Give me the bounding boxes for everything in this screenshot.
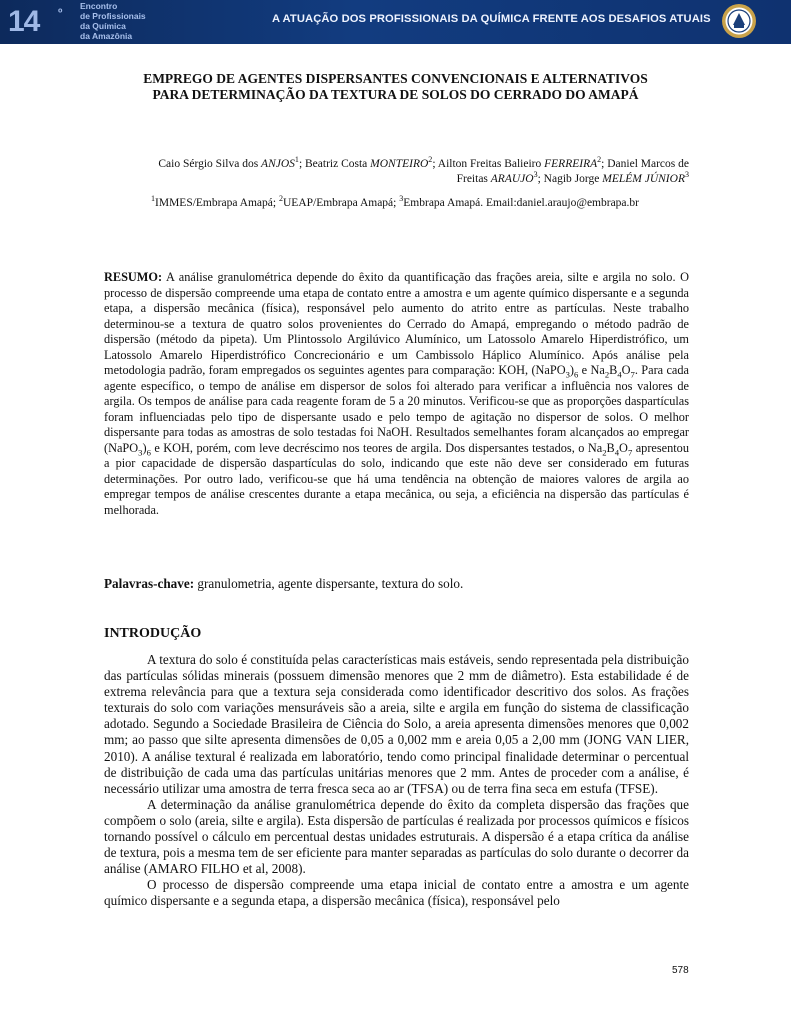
event-name xyxy=(80,1,170,41)
conference-theme: A ATUAÇÃO DOS PROFISSIONAIS DA QUÍMICA FRENTE AOS DESAFIOS ATUAIS xyxy=(272,13,711,25)
section-heading-introduction: INTRODUÇÃO xyxy=(104,626,202,641)
affiliations: $^1$IMMES/Embrapa Amapá; $^2$UEAP/Embrapa Amapá; $^3$Embrapa Amapá. Email:daniel.araujo@embrapa.br xyxy=(150,194,639,209)
event-name-line-1: Encontro xyxy=(80,1,118,11)
intro-paragraph-2: A determinação da análise granulométrica depende do êxito da completa dispersão das frações que compõem o solo (areia, silte e argila). Esta dispersão de partículas é realizada por processos químicos e físicos tornando possível o cálculo em percentual destas unidades estruturais. A dispersão é a etapa crítica da análise de textura, pois a mesma tem de ser eficiente para manter separadas as partículas do solo durante o decorrer da análise (AMARO FILHO et al, 2008). xyxy=(104,796,689,877)
title-line-2: PARA DETERMINAÇÃO DA TEXTURA DE SOLOS DO CERRADO DO AMAPÁ xyxy=(152,87,639,102)
author-list xyxy=(100,157,689,187)
keywords-text: granulometria, agente dispersante, textura do solo. xyxy=(194,576,464,591)
event-name-line-4: da Amazônia xyxy=(80,31,133,41)
university-seal-icon xyxy=(721,3,757,39)
edition-number: 14 xyxy=(8,5,40,38)
keywords xyxy=(104,576,689,592)
intro-paragraph-1: A textura do solo é constituída pelas características mais estáveis, sendo representada pela distribuição das partículas sólidas minerais (possuem dimensão menores que 2 mm de diâmetro). Esta estabilidade é de extrema relevância para que a textura seja considerada como identificador descritivo dos solos. As frações texturais do solo com variações mensuráveis são a areia, silte e argila em função do sistema de classificação adotado. Segundo a Sociedade Brasileira de Ciência do Solo, a areia apresenta dimensões menores que 0,002 mm; ao passo que silte apresenta dimensões de 0,05 a 0,002 mm e areia 0,05 a 2,00 mm (JONG VAN LIER, 2010). A análise textural é realizada em laboratório, tendo como principal finalidade determinar o percentual de distribuição de cada uma das partículas unitárias menores que 2 mm. Antes de proceder com a análise, é necessário utilizar uma amostra de terra fresca seca ao ar (TFSA) ou de terra fina seca em estufa (TFSE). xyxy=(104,652,689,796)
paper-title xyxy=(60,71,731,103)
event-name-line-3: da Química xyxy=(80,21,126,31)
edition-degree: º xyxy=(58,6,63,20)
intro-paragraph-3: O processo de dispersão compreende uma etapa inicial de contato entre a amostra e um agente químico dispersante e a segunda etapa, a dispersão mecânica (física), responsável pelo xyxy=(104,877,689,909)
abstract-label: RESUMO: xyxy=(104,270,163,284)
page-number: 578 xyxy=(672,965,689,976)
introduction-body xyxy=(104,652,689,910)
abstract xyxy=(104,270,689,518)
author-line-2: Freitas ARAUJO$^3$; Nagib Jorge MELÉM JÚNIOR$^3$ xyxy=(456,170,689,185)
author-line-1: Caio Sérgio Silva dos ANJOS$^1$; Beatriz Costa MONTEIRO$^2$; Ailton Freitas Balieiro FERREIRA$^2$; Daniel Marcos de xyxy=(158,155,689,170)
abstract-text: RESUMO: A análise granulométrica depende do êxito da quantificação das frações areia, silte e argila no solo. O processo de dispersão compreende uma etapa de contato entre a amostra e um agente químico dispersante e a segunda etapa, a dispersão mecânica (física), responsável pelo aumento do atrito entre as partículas. Neste trabalho determinou-se a textura de quatro solos provenientes do Cerrado do Amapá, empregando o método padrão de dispersão (método da pipeta). Um Plintossolo Argilúvico Alumínico, um Latossolo Amarelo Hiperdistrófico, um Latossolo Amarelo Hiperdistrófico Concrecionário e um Cambissolo Háplico Alumínico. Após análise pela metodologia padrão, foram empregados os seguintes agentes para comparação: KOH, $(NaPO_3)_6$ e $Na_2B_4O_7$. Para cada agente específico, o tempo de análise em dispersor de solos foi alterado para verificar a influência nos valores de argila. Os tempos de análise para cada reagente foram de 5 a 20 minutos. Verificou-se que as proporções daspartículas foram influenciadas pelo tipo de dispersante usado e pelo tempo de agitação no dispersor de solos. O melhor dispersante para todas as amostras de solo testadas foi NaOH. Resultados semelhantes foram alcançados ao empregar $(NaPO_3)_6$ e KOH, porém, com leve decréscimo nos teores de argila. Dos dispersantes testados, o $Na_2B_4O_7$ apresentou a pior capacidade de dispersão daspartículas do solo, indicando que este não deve ser considerado em futuras determinações. Por outro lado, verificou-se que há uma tendência na obtenção de maiores valores de argila ao empregar tempos de análise crescentes durante a etapa mecânica, ou seja, a eficiência na dispersão das partículas é melhorada. xyxy=(104,270,689,517)
conference-banner xyxy=(0,0,791,44)
keywords-label: Palavras-chave: xyxy=(104,576,195,591)
title-line-1: EMPREGO DE AGENTES DISPERSANTES CONVENCIONAIS E ALTERNATIVOS xyxy=(143,71,648,86)
event-name-line-2: de Profissionais xyxy=(80,11,146,21)
